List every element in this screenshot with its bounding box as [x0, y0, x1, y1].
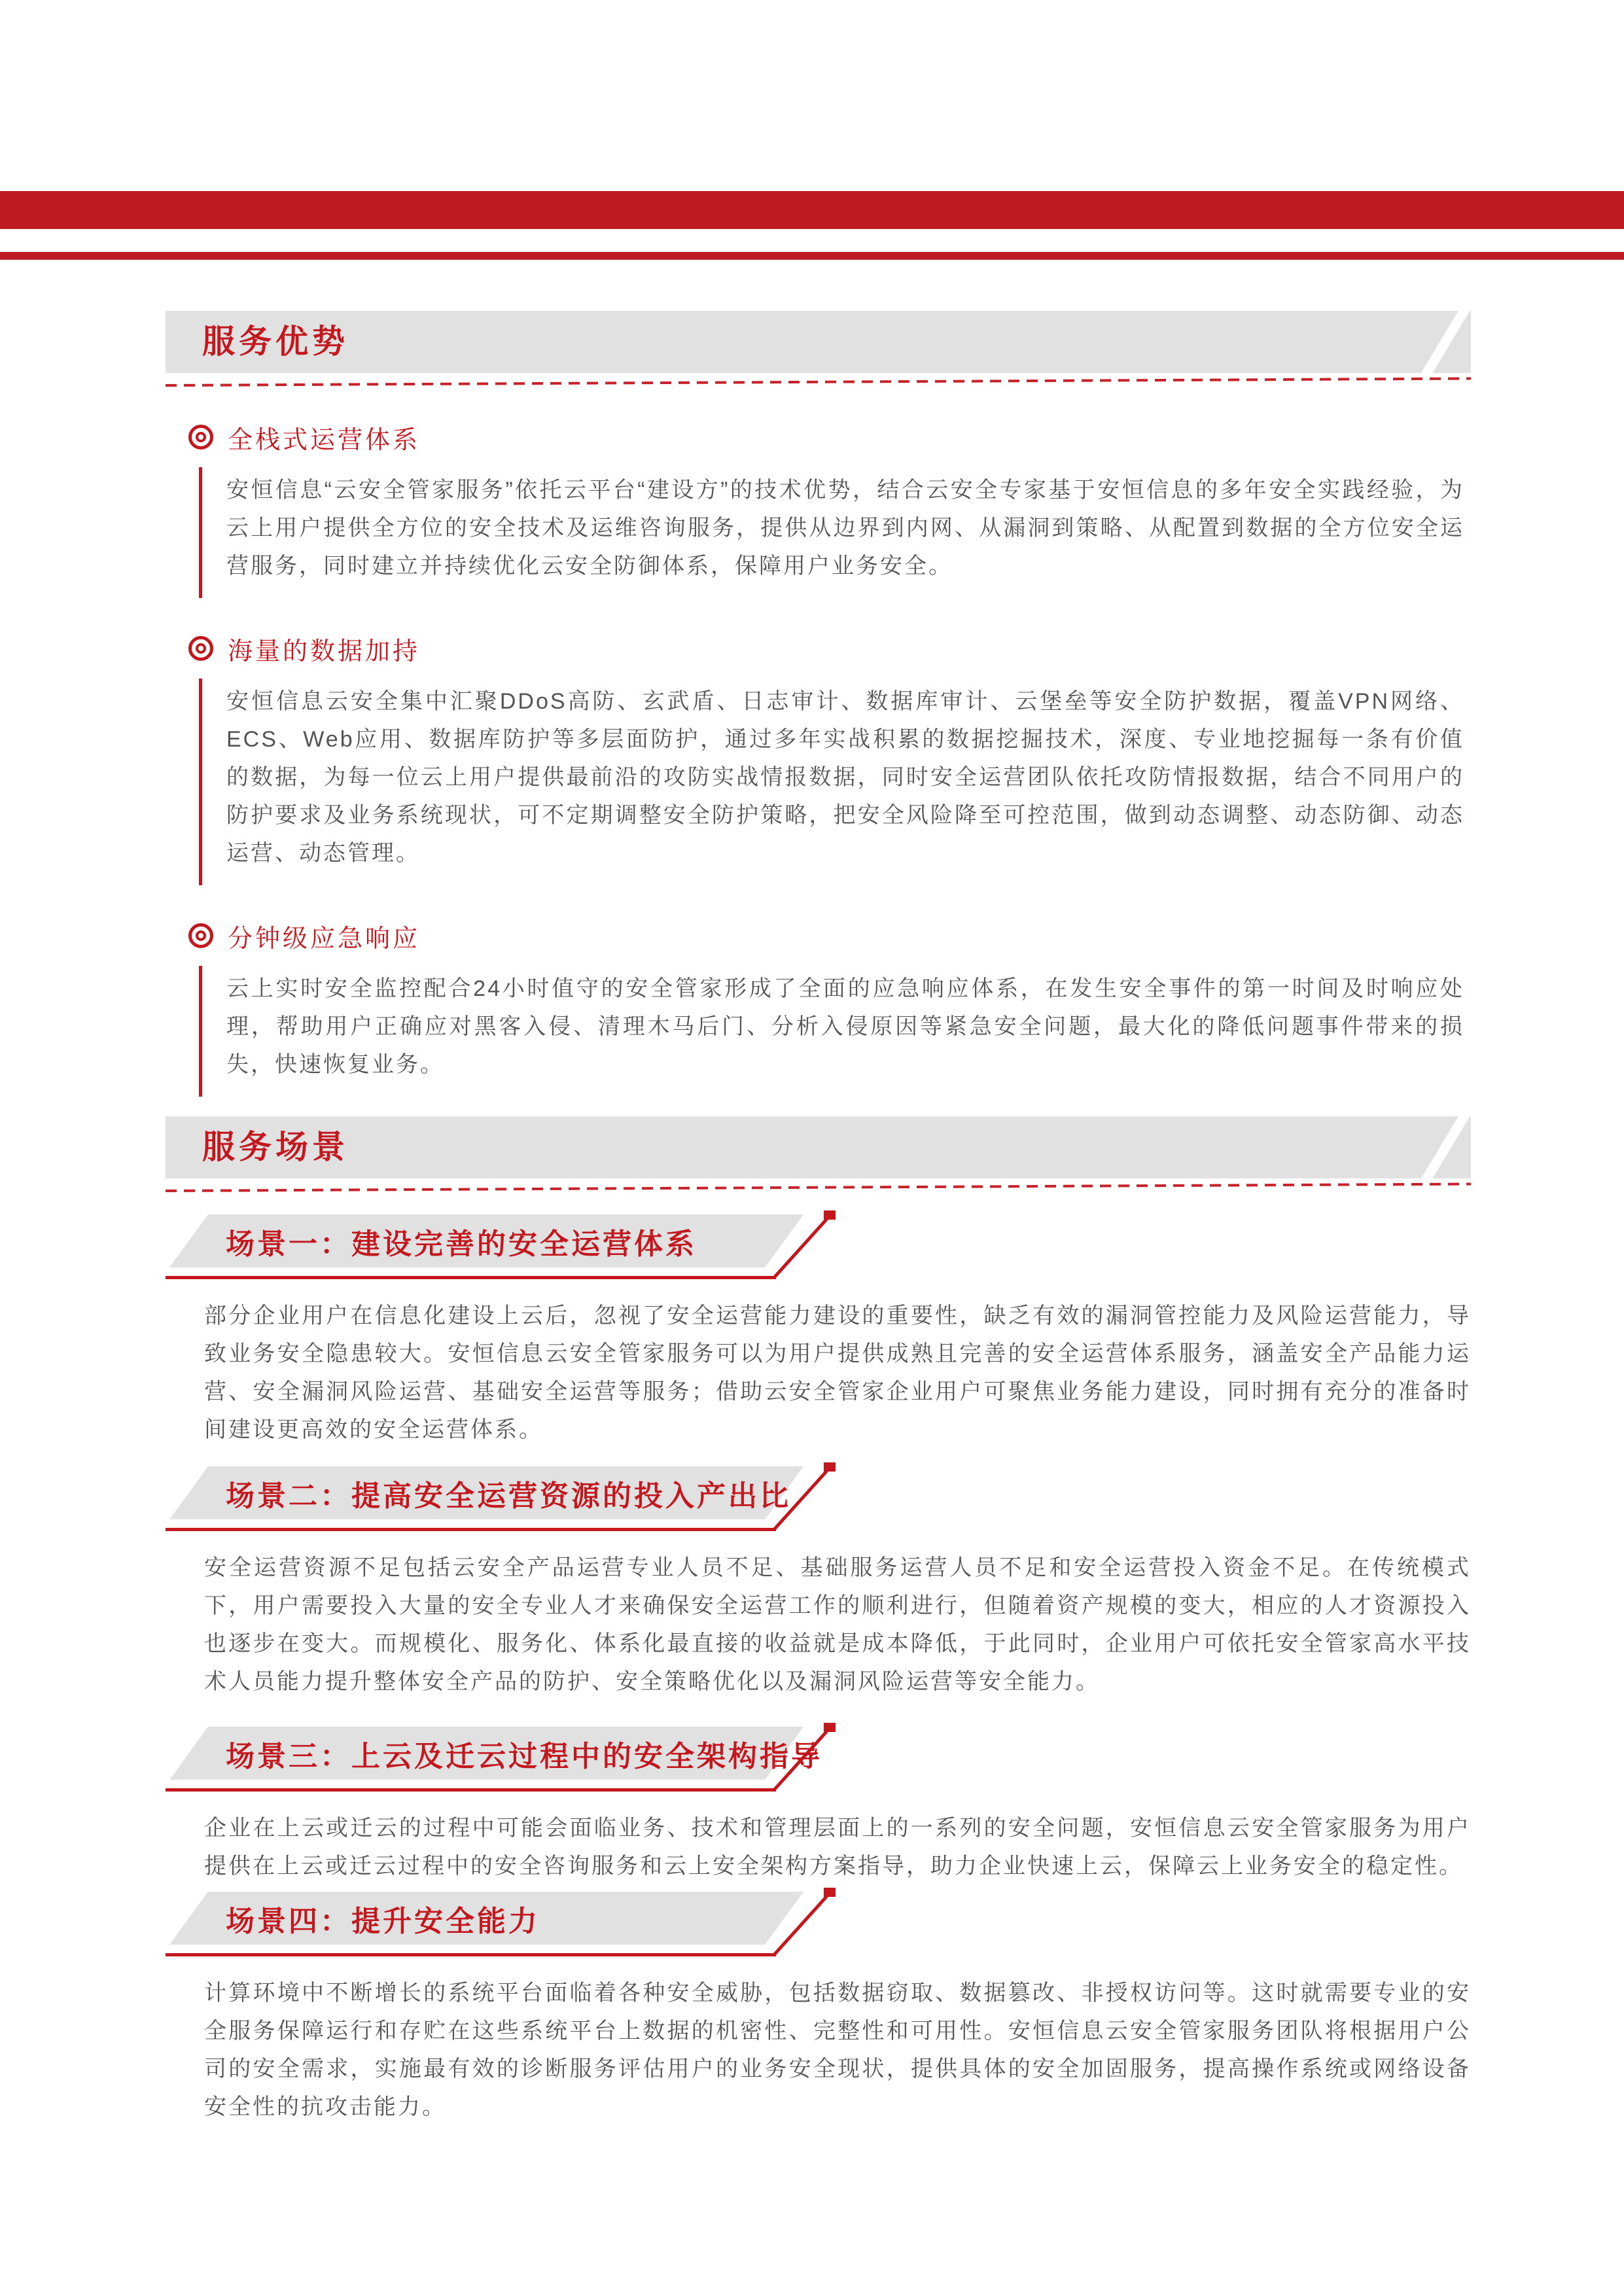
page-content — [166, 311, 1471, 2126]
advantage-title: 分钟级应急响应 — [228, 925, 421, 953]
bullseye-icon — [188, 923, 213, 948]
advantage-paragraph: 云上实时安全监控配合24小时值守的安全管家形成了全面的应急响应体系，在发生安全事件的第一时间及时响应处理，帮助用户正确应对黑客入侵、清理木马后门、分析入侵原因等紧急安全问题，最大化的降低问题事件带来的损失，快速恢复业务。 — [226, 976, 1464, 1077]
advantage-paragraph: 安恒信息云安全集中汇聚DDoS高防、玄武盾、日志审计、数据库审计、云堡垒等安全防护数据，覆盖VPN网络、ECS、Web应用、数据库防护等多层面防护，通过多年实战积累的数据挖掘技术，深度、专业地挖掘每一条有价值的数据，为每一位云上用户提供最前沿的攻防实战情报数据，同时安全运营团队依托攻防情报数据，结合不同用户的防护要求及业务系统现状，可不定期调整安全防护策略，把安全风险降至可控范围，做到动态调整、动态防御、动态运营、动态管理。 — [226, 689, 1464, 866]
advantage-heading-row — [188, 634, 1471, 663]
dashed-divider — [166, 378, 1471, 387]
scenario-paragraph: 计算环境中不断增长的系统平台面临着各种安全威胁，包括数据窃取、数据篡改、非授权访问等。这时就需要专业的安全服务保障运行和存贮在这些系统平台上数据的机密性、完整性和可用性。安恒信息云安全管家服务团队将根据用户公司的安全需求，实施最有效的诊断服务评估用户的业务安全现状，提供具体的安全加固服务，提高操作系统或网络设备安全性的抗攻击能力。 — [204, 1981, 1471, 2119]
diagonal-end-square — [824, 1723, 836, 1732]
section-title-scenarios: 服务场景 — [202, 1129, 349, 1165]
section-header-advantages — [166, 311, 1471, 373]
scenario-paragraph: 安全运营资源不足包括云安全产品运营专业人员不足、基础服务运营人员不足和安全运营投入资金不足。在传统模式下，用户需要投入大量的安全专业人才来确保安全运营工作的顺利进行，但随着资产规模的变大，相应的人才资源投入也逐步在变大。而规模化、服务化、体系化最直接的收益就是成本降低，于此同时，企业用户可依托安全管家高水平技术人员能力提升整体安全产品的防护、安全策略优化以及漏洞风险运营等安全能力。 — [204, 1555, 1471, 1694]
scenario-banner — [166, 1214, 970, 1267]
scenario-body — [204, 1974, 1471, 2126]
dashed-divider — [166, 1183, 1471, 1192]
scenario-banner — [166, 1892, 970, 1945]
scenario-body — [204, 1297, 1471, 1449]
advantage-title: 海量的数据加持 — [228, 637, 421, 665]
scenario-body — [204, 1549, 1471, 1701]
advantage-item — [166, 921, 1471, 1097]
scenario-title: 场景四：提升安全能力 — [226, 1905, 540, 1937]
advantage-body — [199, 467, 1464, 598]
scenario-title: 场景二：提高安全运营资源的投入产出比 — [226, 1479, 791, 1512]
banner-underline — [166, 1788, 776, 1792]
advantage-body — [199, 679, 1464, 885]
top-accent-bar — [0, 191, 1624, 229]
advantage-body — [199, 966, 1464, 1097]
scenario-title: 场景一：建设完善的安全运营体系 — [226, 1227, 697, 1260]
section-header-scenarios — [166, 1116, 1471, 1178]
section-title-advantages: 服务优势 — [202, 323, 349, 360]
banner-underline — [166, 1528, 776, 1531]
diagonal-end-square — [824, 1210, 836, 1220]
scenario-banner — [166, 1466, 970, 1519]
scenario-paragraph: 部分企业用户在信息化建设上云后，忽视了安全运营能力建设的重要性，缺乏有效的漏洞管控能力及风险运营能力，导致业务安全隐患较大。安恒信息云安全管家服务可以为用户提供成熟且完善的安全运营体系服务，涵盖安全产品能力运营、安全漏洞风险运营、基础安全运营等服务；借助云安全管家企业用户可聚焦业务能力建设，同时拥有充分的准备时间建设更高效的安全运营体系。 — [204, 1303, 1471, 1442]
advantage-item — [166, 423, 1471, 598]
banner-underline — [166, 1953, 776, 1956]
advantage-title: 全栈式运营体系 — [228, 426, 421, 454]
scenario-title: 场景三：上云及迁云过程中的安全架构指导 — [226, 1740, 822, 1773]
advantage-paragraph: 安恒信息“云安全管家服务”依托云平台“建设方”的技术优势，结合云安全专家基于安恒信息的多年安全实践经验，为云上用户提供全方位的安全技术及运维咨询服务，提供从边界到内网、从漏洞到策略、从配置到数据的全方位安全运营服务，同时建立并持续优化云安全防御体系，保障用户业务安全。 — [226, 478, 1464, 578]
bullseye-icon — [188, 636, 213, 661]
scenario-body — [204, 1809, 1471, 1885]
advantage-heading-row — [188, 423, 1471, 454]
scenario-paragraph: 企业在上云或迁云的过程中可能会面临业务、技术和管理层面上的一系列的安全问题，安恒信息云安全管家服务为用户提供在上云或迁云过程中的安全咨询服务和云上安全架构方案指导，助力企业快速上云，保障云上业务安全的稳定性。 — [204, 1816, 1471, 1879]
scenario-banner — [166, 1727, 970, 1780]
advantage-heading-row — [188, 921, 1471, 953]
bullseye-icon — [188, 425, 213, 450]
diagonal-end-square — [824, 1462, 836, 1472]
advantage-item — [166, 634, 1471, 885]
top-accent-stripe — [0, 252, 1624, 260]
diagonal-end-square — [824, 1888, 836, 1897]
banner-underline — [166, 1276, 776, 1279]
